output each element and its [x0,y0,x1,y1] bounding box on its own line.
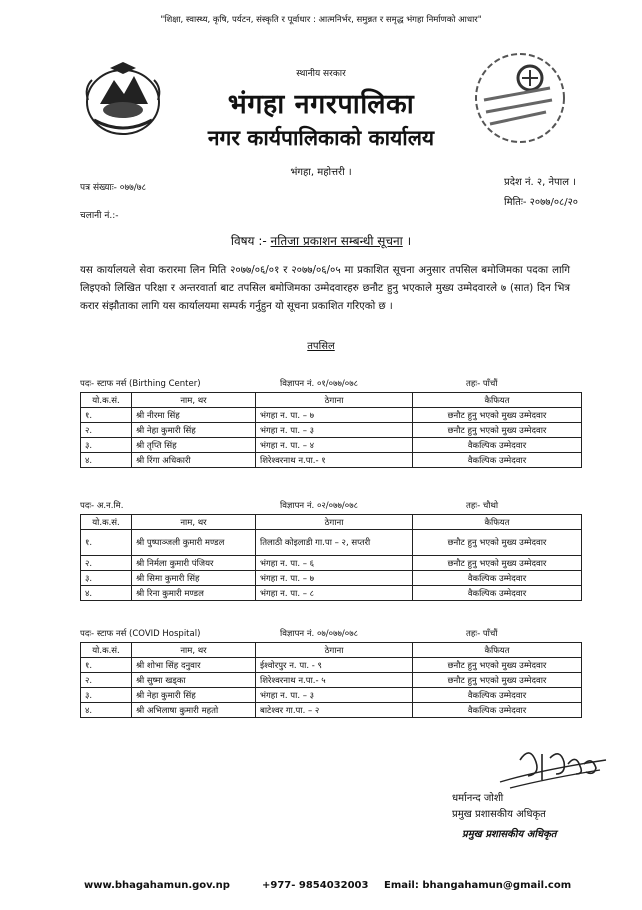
table-header-row [81,515,582,530]
notice-number: विज्ञापन नं. ०७/०७७/०७८ [280,629,359,639]
details-heading: तपसिल [307,341,335,352]
footer-email[interactable]: Email: bhangahamun@gmail.com [384,880,572,891]
motto: "शिक्षा, स्वास्थ्य, कृषि, पर्यटन, संस्कृति र पूर्वाधार : आत्मनिर्भर, समुन्नत र समृद्ध भंगहा निर्माणको आधार" [160,15,482,25]
col-header-address: ठेगाना [256,393,413,408]
province-label: प्रदेश नं. २, नेपाल । [504,177,577,188]
cell-sn: ४. [81,453,132,468]
cell-name: श्री अभिलाषा कुमारी महतो [132,703,256,718]
cell-address: भंगहा न. पा. – ३ [256,423,413,438]
table-row [81,423,582,438]
cell-address: तिलाठी कोइलाडी गा.पा – २, सप्तरी [256,530,413,556]
table-row [81,438,582,453]
cell-address: भंगहा न. पा. – ७ [256,571,413,586]
subject-suffix: । [406,234,412,248]
letter-date: मितिः- २०७७/०८/२० [504,197,579,208]
table-row [81,658,582,673]
cell-name: श्री शोभा सिंह दनुवार [132,658,256,673]
table-row [81,571,582,586]
cell-sn: २. [81,673,132,688]
signatory-name: धर्मानन्द जोशी [452,793,504,804]
office-address: भंगहा, महोत्तरी । [290,167,352,178]
cell-sn: २. [81,556,132,571]
subject-text: नतिजा प्रकाशन सम्बन्धी सूचना [270,234,403,248]
cell-name: श्री रिना कुमारी मण्डल [132,586,256,601]
subject-prefix: विषय :- [230,234,267,248]
cell-sn: ३. [81,688,132,703]
post-title: पदः- अ.न.मि. [80,501,124,511]
cell-remarks: वैकल्पिक उम्मेदवार [413,571,582,586]
dispatch-number: चलानी नं.:- [80,211,119,221]
notice-body: यस कार्यालयले सेवा करारमा लिन मिति २०७७/०६/०१ र २०७७/०६/०५ मा प्रकाशित सूचना अनुसार तपसिल बमोजिमका पदका लागि लिइएको लिखित परिक्षा र अन्तरवार्ता बाट तपसिल बमोजिमका उम्मेदवारहरु छनौट हुनु भएकाले मुख्य उम्मेदवारले ७ (सात) दिन भित्र करार संझौताका लागि यस कार्यालयमा सम्पर्क गर्नुहुन यो सूचना प्रकाशित गरिएको छ । [80,265,570,312]
col-header-remarks: कैफियत [413,643,582,658]
cell-name: श्री सिमा कुमारी सिंह [132,571,256,586]
cell-remarks: वैकल्पिक उम्मेदवार [413,453,582,468]
cell-name: श्री तृप्ति सिंह [132,438,256,453]
cell-sn: १. [81,658,132,673]
cell-sn: ३. [81,571,132,586]
post-title: पदः- स्टाफ नर्स (COVID Hospital) [80,629,201,639]
cell-remarks: छनौट हुनु भएको मुख्य उम्मेदवार [413,658,582,673]
cell-address: भंगहा न. पा. – ४ [256,438,413,453]
cell-sn: १. [81,408,132,423]
table-row [81,556,582,571]
cell-sn: ४. [81,703,132,718]
table-row [81,703,582,718]
cell-remarks: छनौट हुनु भएको मुख्य उम्मेदवार [413,530,582,556]
letter-number: पत्र संख्याः- ०७७/७८ [80,183,147,193]
level-label: तहः- पाँचौं [466,379,498,389]
col-header-name: नाम, थर [132,643,256,658]
table-row [81,408,582,423]
cell-remarks: वैकल्पिक उम्मेदवार [413,438,582,453]
col-header-remarks: कैफियत [413,515,582,530]
local-government-label: स्थानीय सरकार [296,69,346,79]
post-title: पदः- स्टाफ नर्स (Birthing Center) [80,379,201,389]
table-header-row [81,643,582,658]
cell-remarks: छनौट हुनु भएको मुख्य उम्मेदवार [413,408,582,423]
cell-name: श्री नीरमा सिंह [132,408,256,423]
footer-website[interactable]: www.bhagahamun.gov.np [84,880,230,891]
level-label: तहः- पाँचौं [466,629,498,639]
table-row [81,673,582,688]
results-table [80,392,582,468]
cell-name: श्री रिंगा अधिकारी [132,453,256,468]
cell-address: शिरेश्वरनाथ न.पा.- १ [256,453,413,468]
table-header-row [81,393,582,408]
cell-name: श्री सुष्मा खड्का [132,673,256,688]
cell-address: शिरेश्वरनाथ न.पा.- ५ [256,673,413,688]
cell-sn: ३. [81,438,132,453]
col-header-name: नाम, थर [132,515,256,530]
results-table [80,514,582,601]
table-row [81,586,582,601]
cell-sn: १. [81,530,132,556]
cell-sn: २. [81,423,132,438]
cell-remarks: वैकल्पिक उम्मेदवार [413,586,582,601]
cell-address: ईश्वोरपुर न. पा. - ९ [256,658,413,673]
cell-address: भंगहा न. पा. – ७ [256,408,413,423]
cell-address: भंगहा न. पा. – ६ [256,556,413,571]
footer-phone: +977- 9854032003 [262,880,369,891]
cell-address: बाटेश्वर गा.पा. – २ [256,703,413,718]
cell-name: श्री नेहा कुमारी सिंह [132,688,256,703]
table-row [81,688,582,703]
designation-seal: प्रमुख प्रशासकीय अधिकृत [462,829,557,840]
col-header-address: ठेगाना [256,643,413,658]
cell-address: भंगहा न. पा. – ८ [256,586,413,601]
cell-remarks: छनौट हुनु भएको मुख्य उम्मेदवार [413,556,582,571]
results-table [80,642,582,718]
cell-remarks: छनौट हुनु भएको मुख्य उम्मेदवार [413,423,582,438]
cell-remarks: वैकल्पिक उम्मेदवार [413,688,582,703]
notice-number: विज्ञापन नं. ०१/०७७/०७८ [280,379,359,389]
office-name: नगर कार्यपालिकाको कार्यालय [207,126,435,150]
subject-line [0,232,642,249]
table-row [81,453,582,468]
cell-name: श्री नेहा कुमारी सिंह [132,423,256,438]
signatory-title: प्रमुख प्रशासकीय अधिकृत [452,809,546,820]
col-header-sn: यो.क.सं. [81,393,132,408]
cell-name: श्री पुष्पाञ्जली कुमारी मण्डल [132,530,256,556]
table-row [81,530,582,556]
level-label: तहः- चौथो [466,501,499,511]
cell-address: भंगहा न. पा. – ३ [256,688,413,703]
col-header-sn: यो.क.सं. [81,643,132,658]
col-header-sn: यो.क.सं. [81,515,132,530]
col-header-remarks: कैफियत [413,393,582,408]
organization-name: भंगहा नगरपालिका [227,89,415,120]
cell-remarks: छनौट हुनु भएको मुख्य उम्मेदवार [413,673,582,688]
cell-remarks: वैकल्पिक उम्मेदवार [413,703,582,718]
cell-name: श्री निर्मला कुमारी पंजियर [132,556,256,571]
cell-sn: ४. [81,586,132,601]
col-header-address: ठेगाना [256,515,413,530]
notice-number: विज्ञापन नं. ०२/०७७/०७८ [280,501,359,511]
col-header-name: नाम, थर [132,393,256,408]
